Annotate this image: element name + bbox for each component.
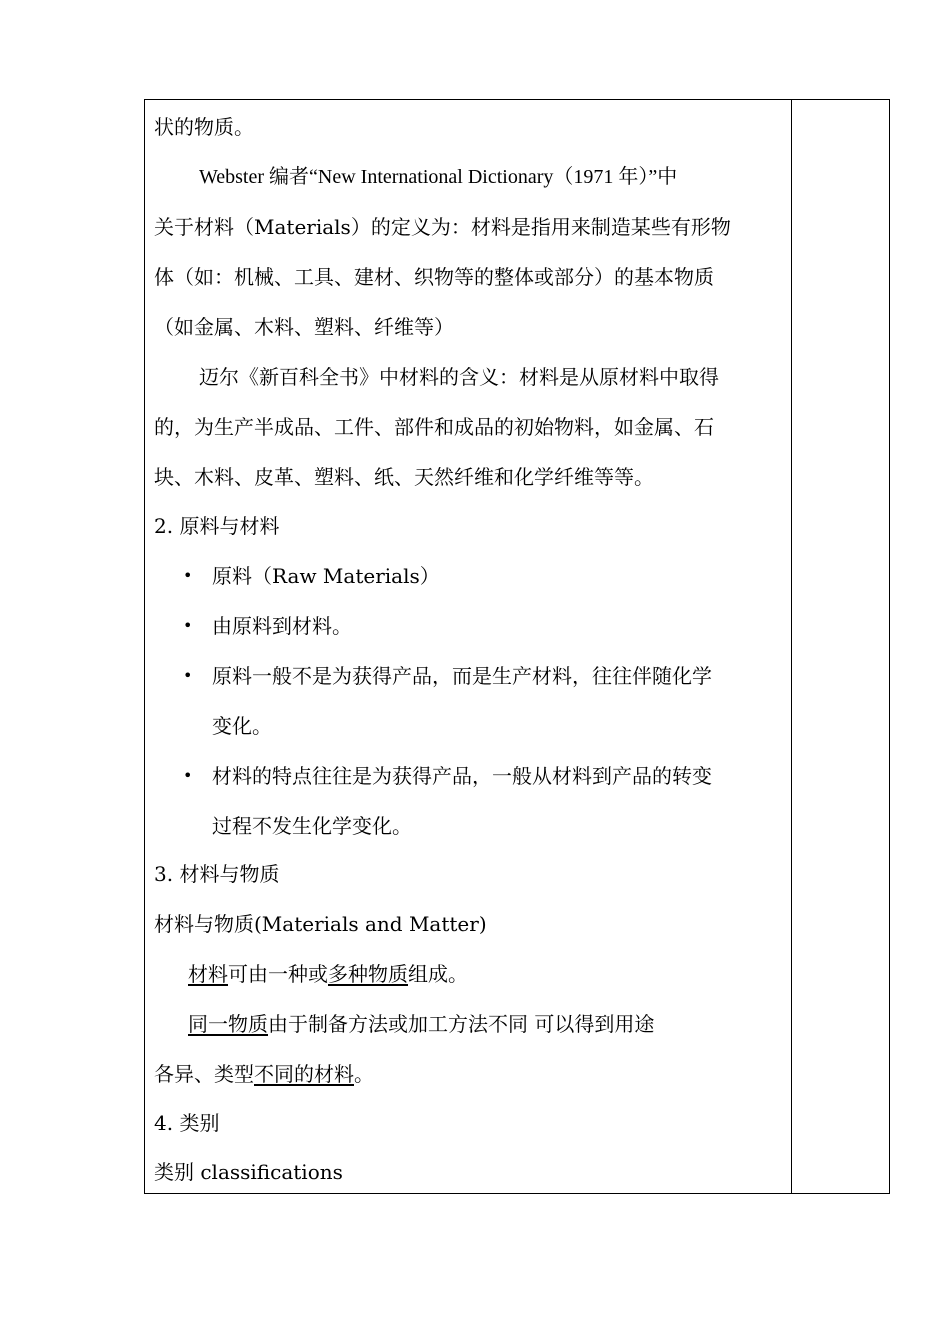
meyer-definition-line-1: 迈尔《新百科全书》中材料的含义：材料是从原材料中取得 xyxy=(199,365,719,389)
document-table xyxy=(144,99,890,1194)
webster-definition-line-1: Webster 编者“New International Dictionary（1971 年）”中 xyxy=(199,166,678,188)
bullet-item-2: 由原料到材料。 xyxy=(212,614,352,638)
bullet-item-3-line-2: 变化。 xyxy=(212,714,272,738)
bullet-icon: • xyxy=(183,666,193,685)
notes-cell xyxy=(792,100,889,1193)
meyer-definition-line-3: 块、木料、皮革、塑料、纸、天然纤维和化学纤维等等。 xyxy=(154,465,654,489)
section-4-subtitle: 类别 classifications xyxy=(154,1160,343,1184)
bullet-item-4-line-1: 材料的特点往往是为获得产品，一般从材料到产品的转变 xyxy=(212,764,712,788)
bullet-item-1: 原料（Raw Materials） xyxy=(212,564,440,588)
webster-definition-line-3: 体（如：机械、工具、建材、织物等的整体或部分）的基本物质 xyxy=(154,265,714,289)
paragraph-continuation: 状的物质。 xyxy=(154,115,254,139)
webster-definition-line-2: 关于材料（Materials）的定义为：材料是指用来制造某些有形物 xyxy=(154,215,731,239)
materials-composition-line: 材料可由一种或多种物质组成。 xyxy=(188,962,468,986)
content-cell xyxy=(145,100,791,1193)
underlined-term: 同一物质 xyxy=(188,1012,268,1036)
section-3-heading: 3. 材料与物质 xyxy=(154,862,280,886)
webster-definition-line-4: （如金属、木料、塑料、纤维等） xyxy=(154,315,454,339)
bullet-item-4-line-2: 过程不发生化学变化。 xyxy=(212,814,412,838)
bullet-icon: • xyxy=(183,566,193,585)
section-3-subtitle: 材料与物质(Materials and Matter) xyxy=(154,912,487,936)
underlined-term: 多种物质 xyxy=(328,962,408,986)
underlined-term: 不同的材料 xyxy=(254,1062,354,1086)
bullet-icon: • xyxy=(183,616,193,635)
same-substance-line: 同一物质由于制备方法或加工方法不同 可以得到用途 xyxy=(188,1012,655,1036)
section-2-heading: 2. 原料与材料 xyxy=(154,514,280,538)
different-materials-line: 各异、类型不同的材料。 xyxy=(154,1062,374,1086)
meyer-definition-line-2: 的，为生产半成品、工件、部件和成品的初始物料，如金属、石 xyxy=(154,415,714,439)
bullet-item-3-line-1: 原料一般不是为获得产品，而是生产材料，往往伴随化学 xyxy=(212,664,712,688)
section-4-heading: 4. 类别 xyxy=(154,1111,220,1135)
bullet-icon: • xyxy=(183,766,193,785)
underlined-term: 材料 xyxy=(188,962,228,986)
